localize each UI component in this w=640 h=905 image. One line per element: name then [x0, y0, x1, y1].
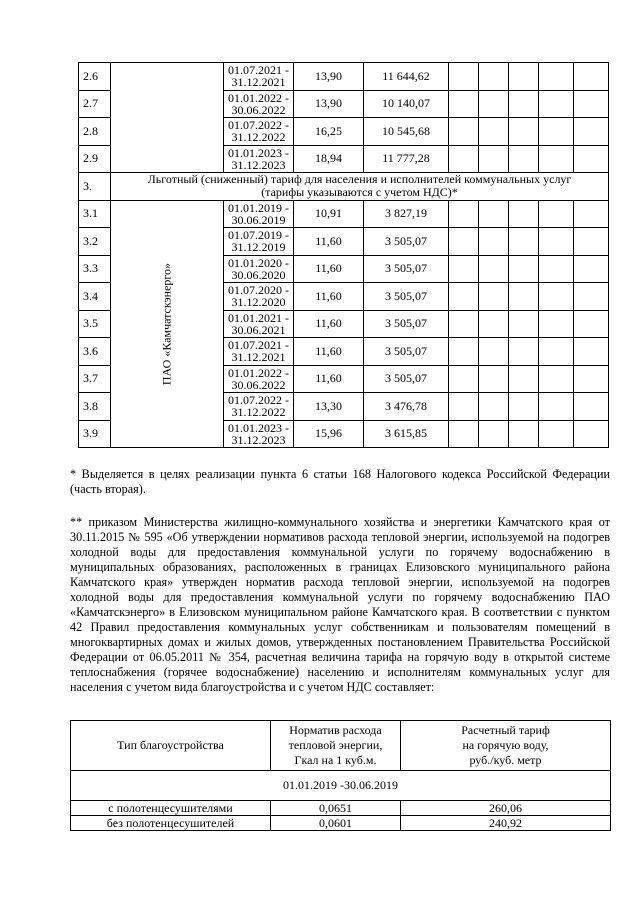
- table-row: 3.3 01.01.2020 - 30.06.2020 11,60 3 505,07: [79, 255, 609, 283]
- org-name: ПАО «Камчатскэнерго»: [159, 262, 174, 385]
- table-row: 3.6 01.07.2021 - 31.12.2021 11,60 3 505,07: [79, 338, 609, 366]
- table-row: 2.9 01.01.2023 - 31.12.2023 18,94 11 777,28: [79, 145, 609, 173]
- table-row: 2.7 01.01.2022 - 30.06.2022 13,90 10 140,07: [79, 90, 609, 118]
- footnote-vat: * Выделяется в целях реализации пункта 6 статьи 168 Налогового кодекса Российской Федерации (часть вторая).: [70, 467, 610, 496]
- section-header-row: 3. Льготный (сниженный) тариф для населения и исполнителей коммунальных услуг (тарифы указываются с учетом НДС)*: [79, 173, 609, 201]
- table-row: 3.1 ПАО «Камчатскэнерго» 01.01.2019 - 30.06.2019 10,91 3 827,19: [79, 200, 609, 228]
- org-cell-empty: [111, 63, 224, 173]
- header-row: [71, 721, 611, 771]
- section-title: Льготный (сниженный) тариф для населения и исполнителей коммунальных услуг (тарифы указываются с учетом НДС)*: [111, 173, 609, 201]
- period-label: 01.01.2019 -30.06.2019: [71, 771, 611, 801]
- table-row: без полотенцесушителей 0,0601 240,92: [71, 816, 611, 831]
- table-row: 3.2 01.07.2019 - 31.12.2019 11,60 3 505,07: [79, 228, 609, 256]
- footnote-order: ** приказом Министерства жилищно-коммунального хозяйства и энергетики Камчатского края от 30.11.2015 № 595 «Об утверждении нормативов расхода тепловой энергии, используемой на подогрев холодной воды для предоставления коммунальной услуги по горячему водоснабжению в муниципальных образованиях, расположенных в границах Елизовского муниципального района Камчатского края» утвержден норматив расхода тепловой энергии, используемой на подогрев холодной воды для предоставления коммунальной услуги по горячему водоснабжению ПАО «Камчатскэнерго» в Елизовском муниципальном районе Камчатского края. В соответствии с пунктом 42 Правил предоставления коммунальных услуг собственникам и пользователям помещений в многоквартирных домах и жилых домов, утвержденных постановлением Правительства Российской Федерации от 06.05.2011 № 354, расчетная величина тарифа на горячую воду в открытой системе теплоснабжения (горячее водоснабжение) населению и исполнителям коммунальных услуг для населения с учетом вида благоустройства и с учетом НДС составляет:: [70, 515, 610, 694]
- hot-water-tariff-table: [70, 720, 611, 831]
- table-row: 3.9 01.01.2023 - 31.12.2023 15,96 3 615,85: [79, 420, 609, 448]
- header-norm: Норматив расхода тепловой энергии, Гкал на 1 куб.м.: [271, 721, 401, 771]
- table-row: 3.5 01.01.2021 - 30.06.2021 11,60 3 505,07: [79, 310, 609, 338]
- table-row: 3.8 01.07.2022 - 31.12.2022 13,30 3 476,78: [79, 393, 609, 421]
- header-type: Тип благоустройства: [71, 721, 271, 771]
- org-name-cell: [111, 200, 224, 448]
- table-row: с полотенцесушителями 0,0651 260,06: [71, 801, 611, 816]
- table-row: 3.7 01.01.2022 - 30.06.2022 11,60 3 505,07: [79, 365, 609, 393]
- tariff-table: [78, 62, 609, 448]
- table-row: 3.4 01.07.2020 - 31.12.2020 11,60 3 505,07: [79, 283, 609, 311]
- table-row: 2.8 01.07.2022 - 31.12.2022 16,25 10 545,68: [79, 118, 609, 146]
- table-row: 2.6 01.07.2021 - 31.12.2021 13,90 11 644,62: [79, 63, 609, 91]
- period-row: [71, 771, 611, 801]
- header-tariff: Расчетный тариф на горячую воду, руб./куб. метр: [401, 721, 611, 771]
